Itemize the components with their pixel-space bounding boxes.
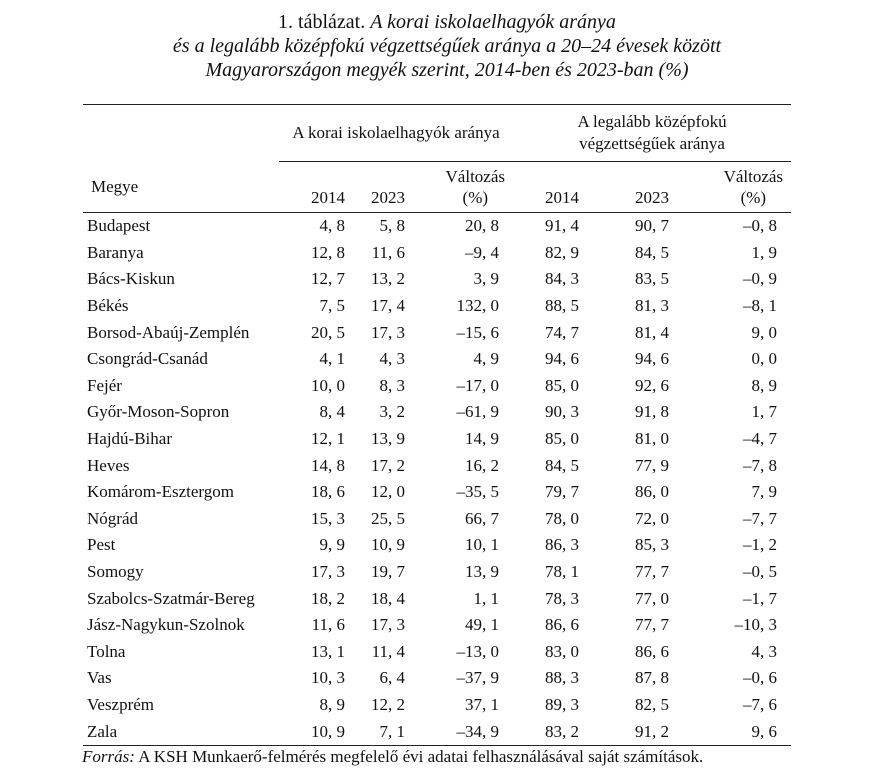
cell-a-2014: 15, 3 (311, 508, 345, 528)
cell-a-2023: 17, 3 (371, 322, 405, 342)
cell-a-2023: 13, 2 (371, 269, 405, 289)
cell-b-change: 1, 9 (751, 242, 778, 262)
cell-a-2023: 10, 9 (371, 535, 405, 555)
cell-b-2014: 86, 6 (545, 615, 580, 635)
table-row (83, 639, 791, 666)
cell-a-2014: 18, 2 (311, 588, 345, 608)
cell-a-change: –34, 9 (415, 718, 513, 745)
cell-b-change: –7, 6 (743, 694, 778, 714)
cell-megye: Veszprém (87, 694, 155, 714)
cell-b-2023: 77, 0 (635, 588, 670, 608)
cell-a-2014: 12, 7 (311, 269, 345, 289)
cell-a-2014: 4, 1 (319, 349, 345, 369)
cell-a-2023: 6, 4 (379, 668, 405, 688)
cell-a-2023: 4, 3 (379, 349, 405, 369)
cell-b-2014: 79, 7 (545, 482, 580, 502)
cell-b-2014: 94, 6 (545, 349, 580, 369)
cell-a-2014: 13, 1 (311, 641, 345, 661)
cell-a-change: 37, 1 (465, 694, 500, 714)
cell-megye: Somogy (87, 562, 144, 582)
cell-a-change: 132, 0 (456, 296, 500, 316)
cell-a-2014: 14, 8 (311, 455, 345, 475)
cell-b-change: –1, 2 (743, 535, 778, 555)
table-row (83, 426, 791, 453)
cell-b-change: –1, 7 (743, 588, 778, 608)
header-a-change-line2: (%) (462, 188, 489, 207)
cell-a-2023: 17, 2 (371, 455, 405, 475)
cell-a-2014: 8, 4 (319, 402, 345, 422)
cell-a-change: 1, 1 (473, 588, 500, 608)
cell-b-2023: 87, 8 (635, 668, 670, 688)
cell-b-2023: 86, 0 (635, 482, 670, 502)
cell-b-2014: 78, 0 (545, 508, 580, 528)
cell-a-2014: 12, 8 (311, 242, 345, 262)
header-b-change-line2: (%) (740, 188, 767, 207)
cell-a-2023: 12, 2 (371, 694, 405, 714)
table-body (83, 213, 791, 746)
table-row (83, 240, 791, 267)
title-line-3: Magyarországon megyék szerint, 2014-ben és 2023-ban (%) (205, 59, 689, 81)
cell-megye: Budapest (87, 216, 151, 236)
cell-a-change: –17, 0 (456, 375, 500, 395)
title-line-2: és a legalább középfokú végzettségűek aránya a 20–24 évesek között (172, 35, 722, 57)
cell-b-2014: 89, 3 (545, 694, 580, 714)
source-note (82, 746, 703, 768)
cell-b-2023: 91, 2 (589, 718, 679, 745)
cell-b-2023: 85, 3 (635, 535, 670, 555)
table-row (83, 266, 791, 293)
cell-a-change: 66, 7 (465, 508, 500, 528)
cell-a-2014: 8, 9 (319, 694, 345, 714)
table-row (83, 373, 791, 400)
header-group-secondary-line2: végzettségűek aránya (579, 134, 725, 153)
cell-b-change: –4, 7 (743, 429, 778, 449)
header-a-2023: 2023 (355, 162, 415, 213)
cell-megye: Pest (87, 535, 116, 555)
cell-a-2023: 11, 6 (371, 242, 405, 262)
cell-a-change: –35, 5 (456, 482, 500, 502)
cell-b-2014: 83, 0 (545, 641, 580, 661)
cell-b-2014: 86, 3 (545, 535, 580, 555)
cell-b-2014: 85, 0 (545, 429, 580, 449)
cell-megye: Heves (87, 455, 130, 475)
cell-a-change: 20, 8 (465, 216, 500, 236)
cell-b-2023: 83, 5 (635, 269, 670, 289)
table-row (83, 532, 791, 559)
cell-a-change: –61, 9 (456, 402, 500, 422)
cell-b-2023: 77, 7 (635, 562, 670, 582)
data-table (83, 104, 791, 746)
cell-a-2023: 5, 8 (379, 216, 405, 236)
cell-b-change: 9, 0 (751, 322, 778, 342)
cell-a-2014: 12, 1 (311, 429, 345, 449)
cell-b-2023: 72, 0 (635, 508, 670, 528)
cell-a-2023: 18, 4 (371, 588, 405, 608)
cell-a-change: –13, 0 (456, 641, 500, 661)
cell-b-change: –10, 3 (734, 615, 778, 635)
cell-a-change: 10, 1 (465, 535, 500, 555)
cell-b-change: 7, 9 (751, 482, 778, 502)
table-row (83, 479, 791, 506)
cell-a-2023: 17, 3 (371, 615, 405, 635)
cell-megye: Zala (83, 718, 279, 745)
cell-megye: Csongrád-Csanád (87, 349, 208, 369)
cell-a-change: –9, 4 (465, 242, 500, 262)
cell-b-change: 0, 0 (751, 349, 778, 369)
cell-a-2023: 11, 4 (371, 641, 405, 661)
header-a-change (415, 162, 513, 213)
cell-b-change: –7, 8 (743, 455, 778, 475)
cell-b-2023: 81, 3 (635, 296, 670, 316)
cell-b-2023: 86, 6 (635, 641, 670, 661)
cell-megye: Komárom-Esztergom (87, 482, 234, 502)
table-title (0, 10, 894, 82)
cell-b-2014: 88, 5 (545, 296, 580, 316)
cell-b-2014: 82, 9 (545, 242, 580, 262)
cell-megye: Borsod-Abaúj-Zemplén (87, 322, 250, 342)
cell-megye: Baranya (87, 242, 144, 262)
cell-b-2014: 91, 4 (545, 216, 580, 236)
header-row-columns (83, 162, 791, 213)
cell-a-2014: 9, 9 (319, 535, 345, 555)
cell-megye: Békés (87, 296, 129, 316)
table-row (83, 665, 791, 692)
table-row (83, 559, 791, 586)
cell-a-2014: 7, 5 (319, 296, 345, 316)
cell-a-2023: 8, 3 (379, 375, 405, 395)
cell-a-change: 14, 9 (465, 429, 500, 449)
cell-a-2023: 3, 2 (379, 402, 405, 422)
header-group-secondary (513, 105, 791, 162)
table-row (83, 293, 791, 320)
cell-a-2023: 17, 4 (371, 296, 405, 316)
cell-a-2023: 25, 5 (371, 508, 405, 528)
cell-a-change: –15, 6 (456, 322, 500, 342)
cell-megye: Jász-Nagykun-Szolnok (87, 615, 245, 635)
title-line-1 (0, 10, 894, 34)
cell-b-2014: 85, 0 (545, 375, 580, 395)
cell-b-change: 4, 3 (751, 641, 778, 661)
cell-megye: Szabolcs-Szatmár-Bereg (87, 588, 255, 608)
cell-b-2023: 77, 7 (635, 615, 670, 635)
title-number: 1. táblázat. (278, 11, 366, 33)
title-text-1: A korai iskolaelhagyók aránya (370, 11, 616, 33)
header-b-2014: 2014 (513, 162, 589, 213)
cell-b-2023: 84, 5 (635, 242, 670, 262)
cell-b-2014: 78, 1 (545, 562, 580, 582)
table-row (83, 718, 791, 745)
cell-a-2023: 12, 0 (371, 482, 405, 502)
cell-b-change: 8, 9 (751, 375, 778, 395)
cell-b-change: 1, 7 (751, 402, 778, 422)
cell-b-2014: 90, 3 (545, 402, 580, 422)
table-row (83, 452, 791, 479)
cell-a-2023: 7, 1 (355, 718, 415, 745)
table-row (83, 399, 791, 426)
source-label: Forrás: (82, 747, 135, 766)
header-group-secondary-line1: A legalább középfokú (577, 112, 727, 131)
cell-a-change: 16, 2 (465, 455, 500, 475)
cell-b-2023: 82, 5 (635, 694, 670, 714)
table-row (83, 319, 791, 346)
cell-b-2014: 83, 2 (513, 718, 589, 745)
cell-megye: Vas (87, 668, 112, 688)
header-a-change-line1: Változás (445, 167, 506, 186)
header-row-groups (83, 105, 791, 162)
header-b-2023: 2023 (589, 162, 679, 213)
table-row (83, 692, 791, 719)
cell-b-change: –8, 1 (743, 296, 778, 316)
cell-a-change: 13, 9 (465, 562, 500, 582)
cell-megye: Nógrád (87, 508, 138, 528)
cell-a-2014: 10, 0 (311, 375, 345, 395)
cell-a-2023: 19, 7 (371, 562, 405, 582)
header-megye: Megye (83, 162, 279, 213)
cell-a-2014: 20, 5 (311, 322, 345, 342)
cell-b-2023: 90, 7 (635, 216, 670, 236)
cell-a-change: 4, 9 (473, 349, 500, 369)
cell-b-change: 9, 6 (679, 718, 791, 745)
cell-b-change: –0, 9 (743, 269, 778, 289)
cell-b-2023: 81, 4 (635, 322, 670, 342)
header-empty-cell (83, 105, 279, 162)
source-text: A KSH Munkaerő-felmérés megfelelő évi adatai felhasználásával saját számítások. (138, 747, 704, 766)
cell-a-change: 3, 9 (473, 269, 500, 289)
table-row (83, 506, 791, 533)
cell-b-2023: 77, 9 (635, 455, 670, 475)
cell-megye: Hajdú-Bihar (87, 429, 172, 449)
header-b-change-line1: Változás (723, 167, 784, 186)
table-row (83, 612, 791, 639)
cell-a-2023: 13, 9 (371, 429, 405, 449)
table-row (83, 213, 791, 240)
table-row (83, 346, 791, 373)
cell-a-2014: 10, 9 (279, 718, 355, 745)
header-b-change (679, 162, 791, 213)
cell-b-2023: 94, 6 (635, 349, 670, 369)
table-row (83, 585, 791, 612)
cell-b-2014: 84, 5 (545, 455, 580, 475)
cell-megye: Bács-Kiskun (87, 269, 175, 289)
cell-b-2023: 92, 6 (635, 375, 670, 395)
cell-b-change: –0, 6 (743, 668, 778, 688)
cell-a-2014: 17, 3 (311, 562, 345, 582)
cell-b-change: –7, 7 (743, 508, 778, 528)
cell-a-change: 49, 1 (465, 615, 500, 635)
cell-megye: Tolna (87, 641, 126, 661)
cell-a-2014: 11, 6 (311, 615, 345, 635)
cell-b-change: –0, 5 (743, 562, 778, 582)
cell-megye: Győr-Moson-Sopron (87, 402, 230, 422)
cell-b-2014: 78, 3 (545, 588, 580, 608)
cell-b-change: –0, 8 (743, 216, 778, 236)
data-table-wrapper (83, 104, 791, 746)
header-a-2014: 2014 (279, 162, 355, 213)
cell-b-2023: 91, 8 (635, 402, 670, 422)
cell-a-change: –37, 9 (456, 668, 500, 688)
cell-b-2014: 88, 3 (545, 668, 580, 688)
header-group-early-leavers: A korai iskolaelhagyók aránya (279, 105, 513, 162)
cell-a-2014: 18, 6 (311, 482, 345, 502)
cell-megye: Fejér (87, 375, 122, 395)
cell-b-2014: 74, 7 (545, 322, 580, 342)
cell-a-2014: 10, 3 (311, 668, 345, 688)
cell-a-2014: 4, 8 (319, 216, 345, 236)
cell-b-2014: 84, 3 (545, 269, 580, 289)
cell-b-2023: 81, 0 (635, 429, 670, 449)
